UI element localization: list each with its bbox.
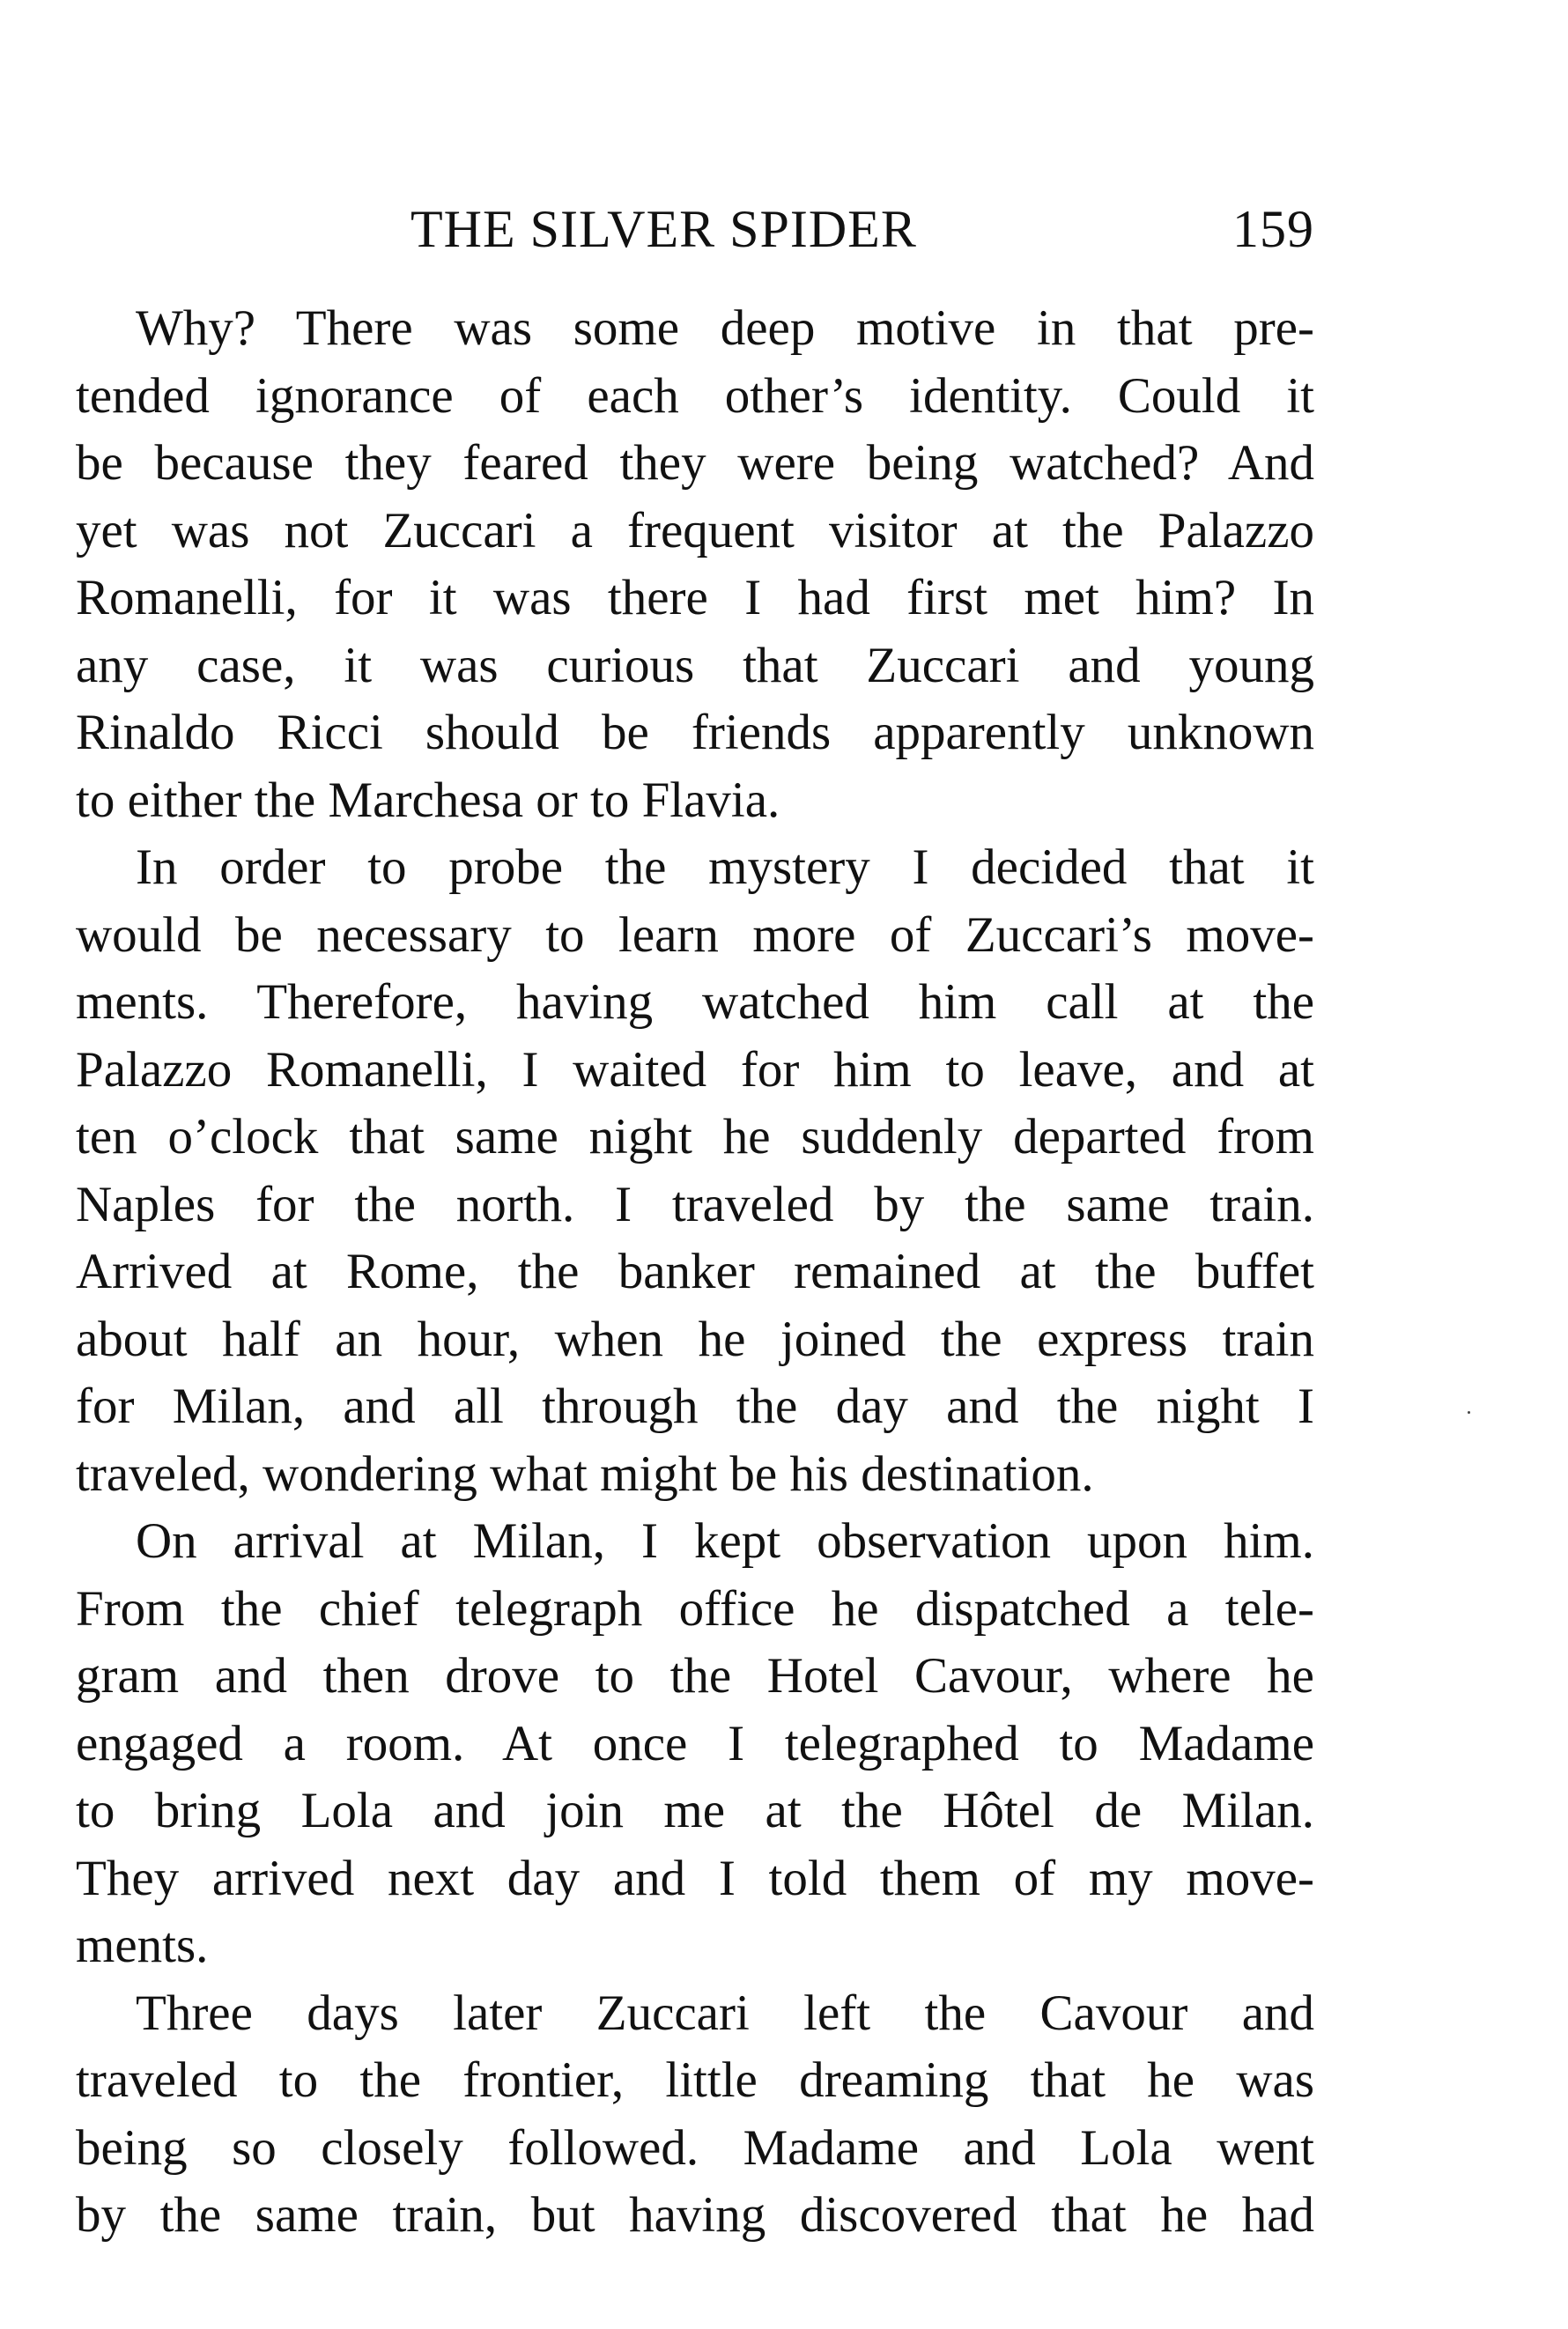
text-line: From the chief telegraph office he dispatched a tele- — [76, 1580, 1314, 1637]
text-line: to bring Lola and join me at the Hôtel de Milan. — [76, 1783, 1314, 1838]
page-header — [76, 194, 1314, 264]
text-line: On arrival at Milan, I kept observation upon him. — [136, 1513, 1314, 1569]
text-line: ten o’clock that same night he suddenly departed from — [76, 1109, 1314, 1164]
text-line: traveled to the frontier, little dreaming that he was — [76, 2052, 1314, 2108]
text-line: Why? There was some deep motive in that pre- — [136, 300, 1314, 356]
running-title: THE SILVER SPIDER — [410, 200, 917, 258]
text-line: for Milan, and all through the day and the night I — [76, 1379, 1314, 1434]
text-line: In order to probe the mystery I decided that it — [136, 839, 1314, 895]
paper-speck — [1468, 1411, 1470, 1414]
text-line: would be necessary to learn more of Zuccari’s move- — [76, 906, 1314, 963]
text-line: Naples for the north. I traveled by the same train. — [76, 1176, 1314, 1232]
text-line: tended ignorance of each other’s identity. Could it — [76, 367, 1314, 424]
text-line: Palazzo Romanelli, I waited for him to leave, and at — [76, 1041, 1314, 1098]
text-line: be because they feared they were being watched? And — [76, 435, 1314, 491]
body-text — [76, 295, 1314, 2250]
paragraph — [76, 295, 1314, 834]
text-line: Rinaldo Ricci should be friends apparently unknown — [76, 705, 1314, 760]
text-line: Three days later Zuccari left the Cavour and — [136, 1985, 1314, 2041]
paragraph — [76, 1980, 1314, 2250]
text-line: engaged a room. At once I telegraphed to Madame — [76, 1715, 1314, 1771]
text-line: about half an hour, when he joined the express train — [76, 1311, 1314, 1367]
text-line: traveled, wondering what might be his destination. — [76, 1445, 1094, 1502]
text-line: any case, it was curious that Zuccari and young — [76, 637, 1314, 693]
paragraph — [76, 1508, 1314, 1980]
text-line: Romanelli, for it was there I had first met him? In — [76, 570, 1314, 625]
text-line: Arrived at Rome, the banker remained at the buffet — [76, 1244, 1314, 1299]
text-line: They arrived next day and I told them of my move- — [76, 1850, 1314, 1906]
paragraph — [76, 834, 1314, 1508]
text-line: being so closely followed. Madame and Lola went — [76, 2119, 1314, 2176]
text-line: by the same train, but having discovered that he had — [76, 2187, 1314, 2243]
text-line: ments. Therefore, having watched him call at the — [76, 974, 1314, 1030]
text-line: ments. — [76, 1918, 209, 1973]
text-line: to either the Marchesa or to Flavia. — [76, 772, 780, 828]
page-number: 159 — [1232, 200, 1314, 258]
text-line: yet was not Zuccari a frequent visitor at the Palazzo — [76, 502, 1314, 558]
text-line: gram and then drove to the Hotel Cavour, where he — [76, 1648, 1314, 1704]
